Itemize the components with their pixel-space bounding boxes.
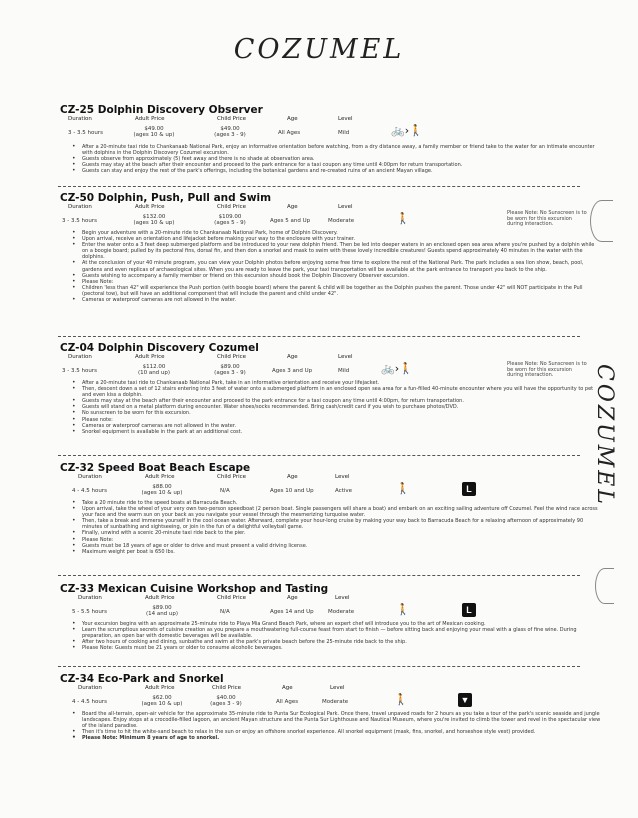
sunscreen-note: Please Note: No Sunscreen is to be worn for this excursion during interaction. — [507, 210, 587, 228]
excursion-details: • After a 20-minute taxi ride to Chankanaab National Park, enjoy an informative orientation before watching, from a dry distance away, a family member or friend take to the water for an intimate encounter with dolphins in the Dolphin Discovery Cozumel excursion. • Guests observe from approximately (5) feet away and there is no shade at observation area. • Guests may stay at the beach after their encounter and proceed to the park entrance for a taxi coupon any time until 4:00pm for return transportation. • Guests can stay and enjoy the rest of the park's offerings, including the botanical gardens and re-created ruins of an ancient Mayan village. — [82, 144, 602, 174]
child-price-value: $49.00 (ages 3 - 9) — [214, 126, 246, 138]
level-l-icon: L — [462, 482, 476, 496]
age-header: Age — [287, 595, 298, 601]
child-price-header: Child Price — [212, 685, 242, 691]
excursion-details: • Take a 20 minute ride to the speed boats at Barracuda Beach. • Upon arrival, take the wheel of your very own two-person speedboat (2 person boat. Single passengers will share a boat) and embark on an exciting sailing adventure off Cozumel. Feel the wind race across your face and the warm sun on your back as you navigate your vessel through the mesmerizing turquoise water. • Then, take a break and immerse yourself in the cool ocean water. Afterward, complete your hour-long cruise by making your way back to Barracuda Beach for a relaxing afternoon of approximately 90 minutes of sunbathing and sightseeing, or join in the fun of a delightful volleyball game. • Finally, unwind with a scenic 20-minute taxi ride back to the pier. • Please Note: • Guests must be 18 years of age or older to drive and must present a valid driving license. • Maximum weight per boat is 650 lbs. — [82, 500, 602, 555]
section-divider — [58, 666, 580, 667]
excursion-title: CZ-04 Dolphin Discovery Cozumel — [60, 342, 259, 354]
age-value: Ages 3 and Up — [272, 368, 313, 374]
excursion-details: • Begin your adventure with a 20-minute ride to Chankanaab National Park, home of Dolphin Discovery. • Upon arrival, receive an orientation and lifejacket before making your way to the enclosure with your trainer. • Enter the water onto a 3 feet deep submerged platform and be introduced to your new dolphin friend. Then be led into deeper waters in an enclosed open sea area where you're pushed by a dolphin while on a boogie board; pulled by its pectoral fins, dorsal fin, and then don a snorkel and mask to swim with these lovely incredible creatures! Guests spend approximately 40 minutes in the water with the dolphins. • At the conclusion of your 40 minute program, you can view your Dolphin photos before enjoying some free time to explore the rest of the National Park. The park includes a sea lion show, beach, pool, gardens and even replicas of archaeological sites. When you are ready to leave the park, your taxi transportation will be available at the park entrance to transport you back to the ship. • Guests wishing to accompany a family member or friend on this excursion should book the Dolphin Discovery Observer excursion. • Please Note: • Children 'less than 42" will experience the Push portion (with boogie board) where the parent & child will be together as the Dolphin pushes the parent. Those under 42" will NOT participate in the Pull (pectoral tow), but will have an additional component that will include the parent and child under 42". • Cameras or waterproof cameras are not allowed in the water. — [82, 230, 602, 303]
adult-price-header: Adult Price — [145, 685, 175, 691]
duration-header: Duration — [78, 685, 102, 691]
duration-header: Duration — [68, 354, 92, 360]
walk-icon: 🚶 — [396, 482, 410, 495]
adult-price-header: Adult Price — [145, 595, 175, 601]
walk-icon: 🚶 — [394, 693, 408, 706]
excursion-title: CZ-25 Dolphin Discovery Observer — [60, 104, 263, 116]
age-header: Age — [282, 685, 293, 691]
adult-price-value: $49.00 (ages 10 & up) — [133, 126, 175, 138]
excursion-cz25 — [60, 104, 595, 175]
duration-value: 3 - 3.5 hours — [62, 368, 97, 374]
adult-price-value: $62.00 (ages 10 & up) — [141, 695, 183, 707]
age-header: Age — [287, 474, 298, 480]
adult-price-value: $89.00 (14 and up) — [145, 605, 179, 617]
child-price-value: $89.00 (ages 3 - 9) — [214, 364, 246, 376]
duration-header: Duration — [78, 595, 102, 601]
duration-value: 4 - 4.5 hours — [72, 699, 107, 705]
child-price-header: Child Price — [217, 595, 247, 601]
child-price-value: N/A — [220, 488, 230, 494]
level-header: Level — [335, 595, 350, 601]
side-title: COZUMEL — [592, 364, 617, 507]
child-price-value: $109.00 (ages 5 - 9) — [214, 214, 246, 226]
decorative-swirl — [595, 568, 614, 604]
excursion-title: CZ-32 Speed Boat Beach Escape — [60, 462, 251, 474]
age-value: Ages 5 and Up — [270, 218, 311, 224]
level-value: Mild — [338, 368, 350, 374]
level-header: Level — [338, 204, 353, 210]
bike-walk-icon: 🚲›🚶 — [381, 362, 413, 375]
duration-value: 3 - 3.5 hours — [68, 130, 103, 136]
walk-icon: 🚶 — [396, 603, 410, 616]
age-value: Ages 10 and Up — [270, 488, 314, 494]
adult-price-header: Adult Price — [135, 116, 165, 122]
walk-icon: 🚶 — [396, 212, 410, 225]
child-price-value: N/A — [220, 609, 230, 615]
snorkel-vest-icon: ▼ — [458, 693, 472, 707]
level-l-icon: L — [462, 603, 476, 617]
excursion-details: • Your excursion begins with an approximate 25-minute ride to Playa Mia Grand Beach Park, where an expert chef will introduce you to the art of Mexican cooking. • Learn the scrumptious secrets of cuisine creation as you prepare a mouthwatering full-course feast from start to finish — before sitting back and enjoying your meal with a glass of fine wine. During preparation, an open bar with domestic beverages will be available. • After two hours of cooking and dining, sunbathe and swim at the park's private beach before the 25-minute ride back to the ship. • Please Note: Guests must be 21 years or older to consume alcoholic beverages. — [82, 621, 602, 651]
section-divider — [58, 336, 580, 337]
adult-price-header: Adult Price — [145, 474, 175, 480]
level-header: Level — [338, 354, 353, 360]
child-price-value: $40.00 (ages 3 - 9) — [210, 695, 242, 707]
sunscreen-note: Please Note: No Sunscreen is to be worn for this excursion during interaction. — [507, 361, 587, 379]
duration-value: 3 - 3.5 hours — [62, 218, 97, 224]
age-header: Age — [287, 116, 298, 122]
excursion-title: CZ-33 Mexican Cuisine Workshop and Tasting — [60, 583, 329, 595]
duration-header: Duration — [78, 474, 102, 480]
child-price-header: Child Price — [217, 354, 247, 360]
level-value: Moderate — [328, 218, 355, 224]
duration-value: 4 - 4.5 hours — [72, 488, 107, 494]
level-value: Moderate — [328, 609, 355, 615]
adult-price-value: $88.00 (ages 10 & up) — [141, 484, 183, 496]
excursion-cz32 — [60, 462, 598, 555]
excursion-title: CZ-50 Dolphin, Push, Pull and Swim — [60, 192, 272, 204]
duration-header: Duration — [68, 116, 92, 122]
section-divider — [58, 186, 580, 187]
child-price-header: Child Price — [217, 474, 247, 480]
age-header: Age — [287, 204, 298, 210]
excursion-details: • After a 20-minute taxi ride to Chankanaab National Park, take in an informative orientation and receive your lifejacket. • Then, descent down a set of 12 stairs entering into 3 feet of water onto a submerged platform in an enclosed open sea area for a fun-filled 40-minute encounter where you will have the opportunity to pet and even kiss a dolphin. • Guests may stay at the beach after their encounter and proceed to the park entrance for a taxi coupon any time until 4:00pm, for return transportation. • Guests will stand on a metal platform during encounter. Water shoes/socks recommended. Bring cash/credit card if you wish to purchase photos/DVD. • No sunscreen to be worn for this excursion. • Please note: • Cameras or waterproof cameras are not allowed in the water. • Snorkel equipment is available in the park at an additional cost. — [82, 380, 602, 435]
level-value: Mild — [338, 130, 350, 136]
level-header: Level — [338, 116, 353, 122]
section-divider — [58, 455, 580, 456]
child-price-header: Child Price — [217, 204, 247, 210]
bike-walk-icon: 🚲›🚶 — [391, 124, 423, 137]
adult-price-value: $132.00 (ages 10 & up) — [133, 214, 175, 226]
excursion-details: • Board the all-terrain, open-air vehicle for the approximate 35-minute ride to Punta Sur Ecological Park. Once there, travel unpaved roads for 2 hours as you take a tour of the park's scenic seaside and jungle landscapes. Enjoy stops at a crocodile-filled lagoon, an ancient Mayan structure and the Punta Sur Lighthouse and Nautical Museum, where you're invited to climb the tower and revel in the spectacular view of the island paradise. • Then it's time to hit the white-sand beach to relax in the sun or enjoy an offshore snorkel experience. All snorkel equipment (mask, fins, snorkel, and horseshoe style vest) provided. • Please Note: Minimum 8 years of age to snorkel. — [82, 711, 602, 741]
age-header: Age — [287, 354, 298, 360]
level-header: Level — [330, 685, 345, 691]
age-value: All Ages — [278, 130, 301, 136]
duration-value: 5 - 5.5 hours — [72, 609, 107, 615]
level-value: Active — [335, 488, 353, 494]
age-value: All Ages — [276, 699, 299, 705]
age-value: Ages 14 and Up — [270, 609, 314, 615]
adult-price-header: Adult Price — [135, 354, 165, 360]
excursion-cz33 — [60, 583, 580, 652]
level-header: Level — [335, 474, 350, 480]
excursion-cz34 — [60, 673, 601, 742]
adult-price-header: Adult Price — [135, 204, 165, 210]
duration-header: Duration — [68, 204, 92, 210]
child-price-header: Child Price — [217, 116, 247, 122]
page-title: COZUMEL — [233, 34, 405, 65]
section-divider — [58, 575, 580, 576]
excursion-title: CZ-34 Eco-Park and Snorkel — [60, 673, 224, 685]
adult-price-value: $112.00 (10 and up) — [137, 364, 171, 376]
level-value: Moderate — [322, 699, 349, 705]
